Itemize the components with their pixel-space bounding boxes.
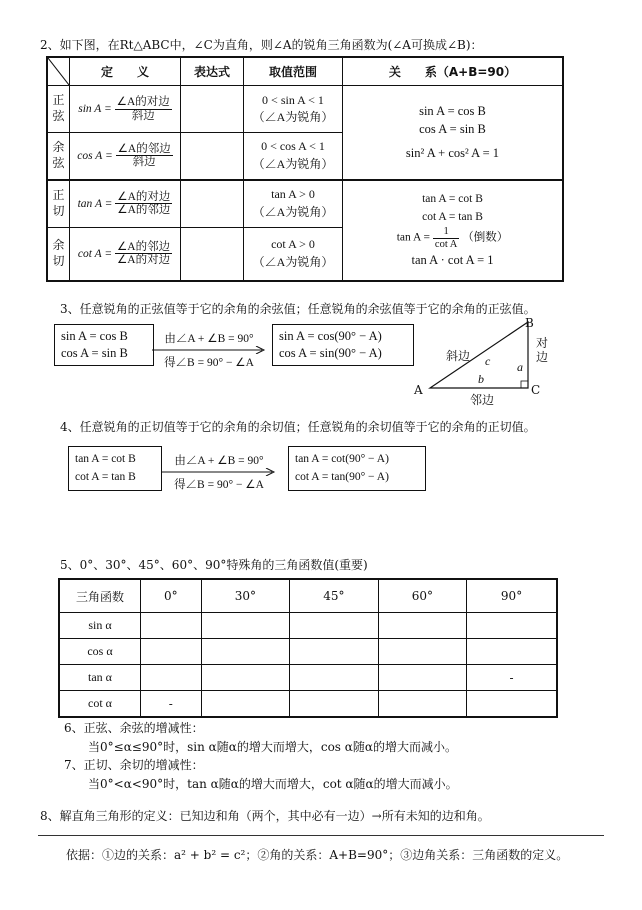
section-4-heading: 4、任意锐角的正切值等于它的余角的余切值；任意锐角的余切值等于它的余角的正切值。 <box>60 420 536 434</box>
table-cell <box>378 639 467 665</box>
section-3-heading: 3、任意锐角的正弦值等于它的余角的余弦值；任意锐角的余弦值等于它的余角的正弦值。 <box>60 302 536 316</box>
header-definition: 定 义 <box>70 57 181 86</box>
divider <box>38 835 604 836</box>
table-cell: - <box>467 665 557 691</box>
tan-cot-cofunction-box: tan A = cot B cot A = tan B <box>68 446 162 491</box>
relation-group-tan-cot: tan A = cot B cot A = tan B tan A = $\frac{1}{\text{cot A}}$ （倒数） tan A · cot A = 1 <box>343 180 564 281</box>
section-8-heading: 8、解直角三角形的定义：已知边和角（两个，其中必有一边）→所有未知的边和角。 <box>40 809 490 823</box>
vertex-b-label: B <box>525 316 534 330</box>
header-relation: 关 系（A+B=90） <box>343 57 564 86</box>
row-label-cosine: 余 弦 <box>47 133 70 180</box>
relation-group-sin-cos: sin A = cos B cos A = sin B sin² A + cos² A = 1 <box>343 86 564 180</box>
table-row <box>59 691 557 718</box>
table-cell <box>201 639 290 665</box>
row-label-cotangent: 余 切 <box>47 228 70 281</box>
row-label-tangent: 正 切 <box>47 180 70 228</box>
table-row <box>47 86 563 133</box>
header-range: 取值范围 <box>244 57 343 86</box>
header-0deg: 0° <box>141 579 202 613</box>
section-2-heading: 2、如下图，在Rt△ABC中，∠C为直角，则∠A的锐角三角函数为(∠A可换成∠B)： <box>40 38 483 52</box>
header-60deg: 60° <box>378 579 467 613</box>
right-arrow-icon <box>150 346 268 354</box>
side-b-label: b <box>478 372 484 386</box>
section-6-heading: 6、正弦、余弦的增减性： <box>64 721 204 735</box>
header-expression: 表达式 <box>181 57 244 86</box>
section-5-heading: 5、0°、30°、45°、60°、90°特殊角的三角函数值(重要) <box>60 558 368 572</box>
sine-expression <box>181 86 244 133</box>
row-label-sine: 正 弦 <box>47 86 70 133</box>
table-cell <box>141 665 202 691</box>
hypotenuse-label: 斜边 <box>446 349 471 363</box>
sin-cos-cofunction-box: sin A = cos B cos A = sin B <box>54 324 154 366</box>
header-function: 三角函数 <box>59 579 141 613</box>
cotangent-range: cot A > 0 （∠A为锐角） <box>244 228 343 281</box>
table-cell <box>290 691 379 718</box>
diagonal-header-cell <box>47 57 70 86</box>
opposite-label-2: 边 <box>536 350 549 364</box>
table-cell <box>467 639 557 665</box>
side-c-label: c <box>485 354 491 368</box>
special-angle-table <box>58 578 558 718</box>
header-30deg: 30° <box>201 579 290 613</box>
section-6-body: 当0°≤α≤90°时，sin α随α的增大而增大，cos α随α的增大而减小。 <box>88 740 457 754</box>
table-cell <box>290 665 379 691</box>
table-cell <box>378 613 467 639</box>
complement-arrow: 由∠A + ∠B = 90° 得∠B = 90° − ∠A <box>160 452 278 492</box>
cosine-expression <box>181 133 244 180</box>
section-8-basis: 依据：①边的关系：a² + b² = c²；②角的关系：A+B=90°；③边角关系：三角函数的定义。 <box>66 848 569 862</box>
table-cell <box>201 691 290 718</box>
section-7-heading: 7、正切、余切的增减性： <box>64 758 204 772</box>
cotangent-expression <box>181 228 244 281</box>
right-arrow-icon <box>160 468 278 476</box>
side-a-label: a <box>517 360 523 374</box>
row-label-cot: cot α <box>59 691 141 718</box>
tangent-expression <box>181 180 244 228</box>
table-cell <box>467 613 557 639</box>
table-row <box>59 639 557 665</box>
sine-definition: sin A = $\frac{\text{∠A的对边}}{\text{斜边}}$ <box>70 86 181 133</box>
table-cell <box>201 665 290 691</box>
table-cell <box>201 613 290 639</box>
header-90deg: 90° <box>467 579 557 613</box>
table-row <box>47 180 563 228</box>
cotangent-definition: cot A = $\frac{\text{∠A的邻边}}{\text{∠A的对边}}$ <box>70 228 181 281</box>
table-row <box>59 665 557 691</box>
table-cell <box>290 639 379 665</box>
tangent-definition: tan A = $\frac{\text{∠A的对边}}{\text{∠A的邻边}}$ <box>70 180 181 228</box>
table-header-row <box>59 579 557 613</box>
vertex-a-label: A <box>414 383 423 397</box>
vertex-c-label: C <box>531 383 541 397</box>
table-cell <box>141 613 202 639</box>
tan-cot-complement-box: tan A = cot(90° − A) cot A = tan(90° − A) <box>288 446 426 491</box>
table-cell <box>141 639 202 665</box>
table-cell <box>467 691 557 718</box>
row-label-sin: sin α <box>59 613 141 639</box>
cosine-range: 0 < cos A < 1 （∠A为锐角） <box>244 133 343 180</box>
table-cell <box>290 613 379 639</box>
sine-range: 0 < sin A < 1 （∠A为锐角） <box>244 86 343 133</box>
table-row <box>59 613 557 639</box>
sin-cos-complement-box: sin A = cos(90° − A) cos A = sin(90° − A) <box>272 324 414 366</box>
table-cell <box>378 665 467 691</box>
opposite-label-1: 对 <box>536 336 549 350</box>
complement-arrow: 由∠A + ∠B = 90° 得∠B = 90° − ∠A <box>150 330 268 370</box>
section-7-body: 当0°<α<90°时，tan α随α的增大而增大，cot α随α的增大而减小。 <box>88 777 458 791</box>
tangent-range: tan A > 0 （∠A为锐角） <box>244 180 343 228</box>
row-label-tan: tan α <box>59 665 141 691</box>
row-label-cos: cos α <box>59 639 141 665</box>
table-cell <box>378 691 467 718</box>
table-header-row <box>47 57 563 86</box>
cosine-definition: cos A = $\frac{\text{∠A的邻边}}{\text{斜边}}$ <box>70 133 181 180</box>
header-45deg: 45° <box>290 579 379 613</box>
diagonal-line <box>48 58 69 85</box>
adjacent-label: 邻边 <box>470 393 495 407</box>
trig-definition-table <box>46 56 564 282</box>
table-cell: - <box>141 691 202 718</box>
